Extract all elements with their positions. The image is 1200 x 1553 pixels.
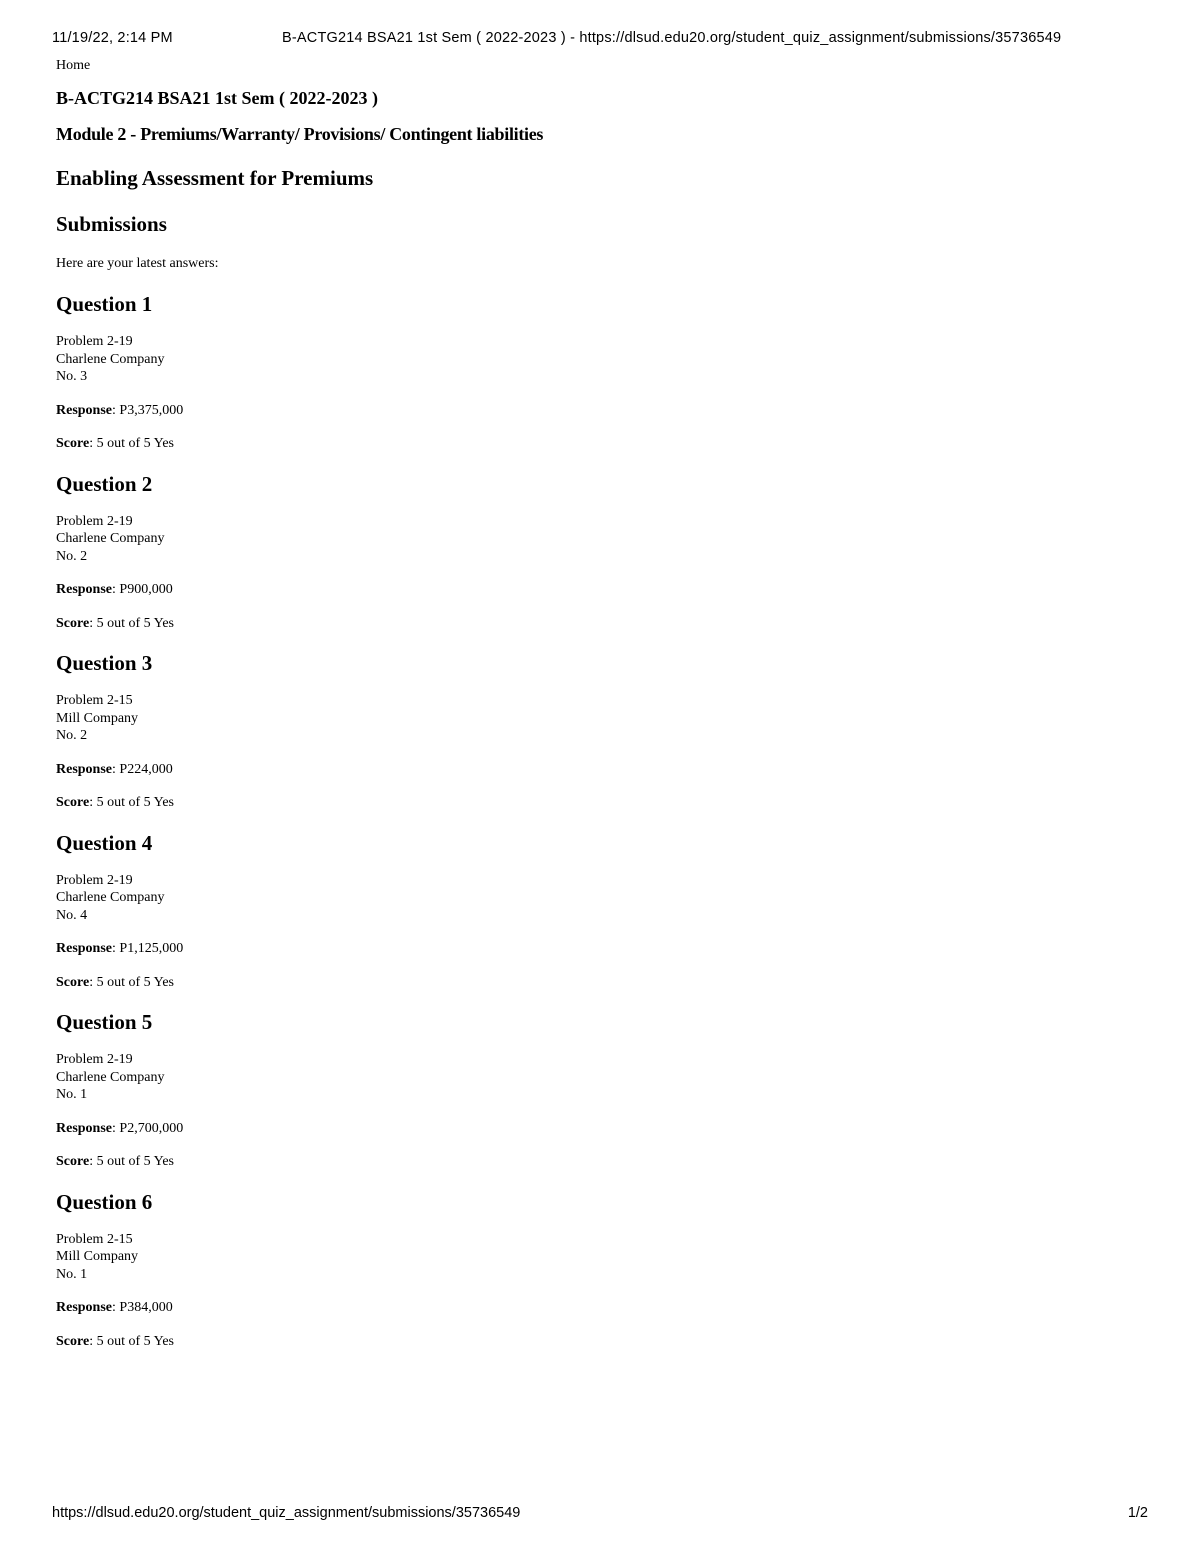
- score-value: : 5 out of 5 Yes: [89, 1333, 174, 1349]
- item-number: No. 1: [56, 1266, 88, 1282]
- assessment-title: Enabling Assessment for Premiums: [56, 166, 374, 190]
- score-value: : 5 out of 5 Yes: [89, 436, 174, 451]
- print-footer: [52, 1505, 1148, 1525]
- company-label: Charlene Company: [56, 890, 165, 905]
- response-value: : P3,375,000: [112, 402, 184, 418]
- score-line: [56, 1153, 1136, 1171]
- question-title: Question 2: [56, 471, 153, 496]
- response-value: : P224,000: [112, 761, 173, 777]
- response-value: : P2,700,000: [112, 1120, 184, 1136]
- score-label: Score: [56, 1333, 90, 1349]
- item-number: No. 3: [56, 369, 88, 384]
- question-prompt: [56, 333, 1136, 386]
- response-line: [56, 1299, 1136, 1317]
- question-title: Question 3: [56, 651, 153, 675]
- response-value: : P384,000: [112, 1300, 173, 1315]
- question-title: Question 5: [56, 1010, 153, 1034]
- score-label: Score: [56, 615, 90, 631]
- response-label: Response: [56, 582, 113, 597]
- problem-label: Problem 2-15: [56, 693, 133, 708]
- question-2: [56, 471, 1136, 633]
- score-line: [56, 435, 1136, 453]
- question-prompt: [56, 692, 1136, 745]
- item-number: No. 4: [56, 907, 88, 923]
- response-line: [56, 402, 1136, 420]
- problem-label: Problem 2-19: [56, 1052, 133, 1067]
- submissions-title: Submissions: [56, 212, 167, 236]
- course-title: B-ACTG214 BSA21 1st Sem ( 2022-2023 ): [56, 88, 378, 108]
- response-line: [56, 940, 1136, 958]
- question-6: [56, 1189, 1136, 1351]
- question-prompt: [56, 1051, 1136, 1104]
- score-label: Score: [56, 974, 90, 990]
- item-number: No. 1: [56, 1087, 88, 1102]
- company-label: Charlene Company: [56, 1069, 165, 1085]
- item-number: No. 2: [56, 728, 88, 743]
- response-line: [56, 761, 1136, 779]
- problem-label: Problem 2-15: [56, 1231, 133, 1247]
- question-title: Question 6: [56, 1189, 153, 1214]
- score-label: Score: [56, 1154, 90, 1169]
- question-prompt: [56, 1231, 1136, 1284]
- question-prompt: [56, 872, 1136, 925]
- problem-label: Problem 2-19: [56, 513, 133, 529]
- response-label: Response: [56, 1300, 113, 1315]
- question-prompt: [56, 513, 1136, 566]
- question-title: Question 4: [56, 830, 153, 855]
- print-footer-url: https://dlsud.edu20.org/student_quiz_assignment/submissions/35736549: [52, 1505, 521, 1521]
- question-title: Question 1: [56, 292, 153, 316]
- response-line: [56, 581, 1136, 599]
- print-header: [52, 30, 1148, 50]
- score-value: : 5 out of 5 Yes: [89, 795, 174, 810]
- score-value: : 5 out of 5 Yes: [89, 615, 174, 631]
- response-line: [56, 1120, 1136, 1138]
- print-page-title: B-ACTG214 BSA21 1st Sem ( 2022-2023 ) - https://dlsud.edu20.org/student_quiz_assignment/submissions/35736549: [282, 30, 1062, 46]
- score-line: [56, 615, 1136, 633]
- question-1: [56, 291, 1136, 453]
- response-value: : P900,000: [112, 582, 173, 597]
- response-label: Response: [56, 941, 113, 956]
- score-label: Score: [56, 795, 90, 810]
- print-page-number: 1/2: [1127, 1505, 1148, 1521]
- score-label: Score: [56, 436, 90, 451]
- response-label: Response: [56, 402, 113, 418]
- company-label: Mill Company: [56, 1249, 139, 1264]
- company-label: Charlene Company: [56, 531, 165, 546]
- question-4: [56, 830, 1136, 992]
- intro-text: Here are your latest answers:: [56, 256, 219, 271]
- response-label: Response: [56, 761, 113, 777]
- module-title: Module 2 - Premiums/Warranty/ Provisions/ Contingent liabilities: [56, 124, 544, 144]
- response-label: Response: [56, 1120, 113, 1136]
- main-content: [56, 56, 1136, 1350]
- score-value: : 5 out of 5 Yes: [89, 1154, 174, 1169]
- problem-label: Problem 2-19: [56, 872, 133, 888]
- score-line: [56, 794, 1136, 812]
- company-label: Charlene Company: [56, 351, 165, 367]
- score-line: [56, 974, 1136, 992]
- item-number: No. 2: [56, 548, 88, 564]
- problem-label: Problem 2-19: [56, 334, 133, 349]
- score-line: [56, 1333, 1136, 1351]
- company-label: Mill Company: [56, 710, 139, 726]
- print-date-time: 11/19/22, 2:14 PM: [52, 30, 173, 46]
- question-5: [56, 1009, 1136, 1171]
- home-link[interactable]: Home: [56, 58, 91, 73]
- response-value: : P1,125,000: [112, 941, 184, 956]
- score-value: : 5 out of 5 Yes: [89, 974, 174, 990]
- question-3: [56, 650, 1136, 812]
